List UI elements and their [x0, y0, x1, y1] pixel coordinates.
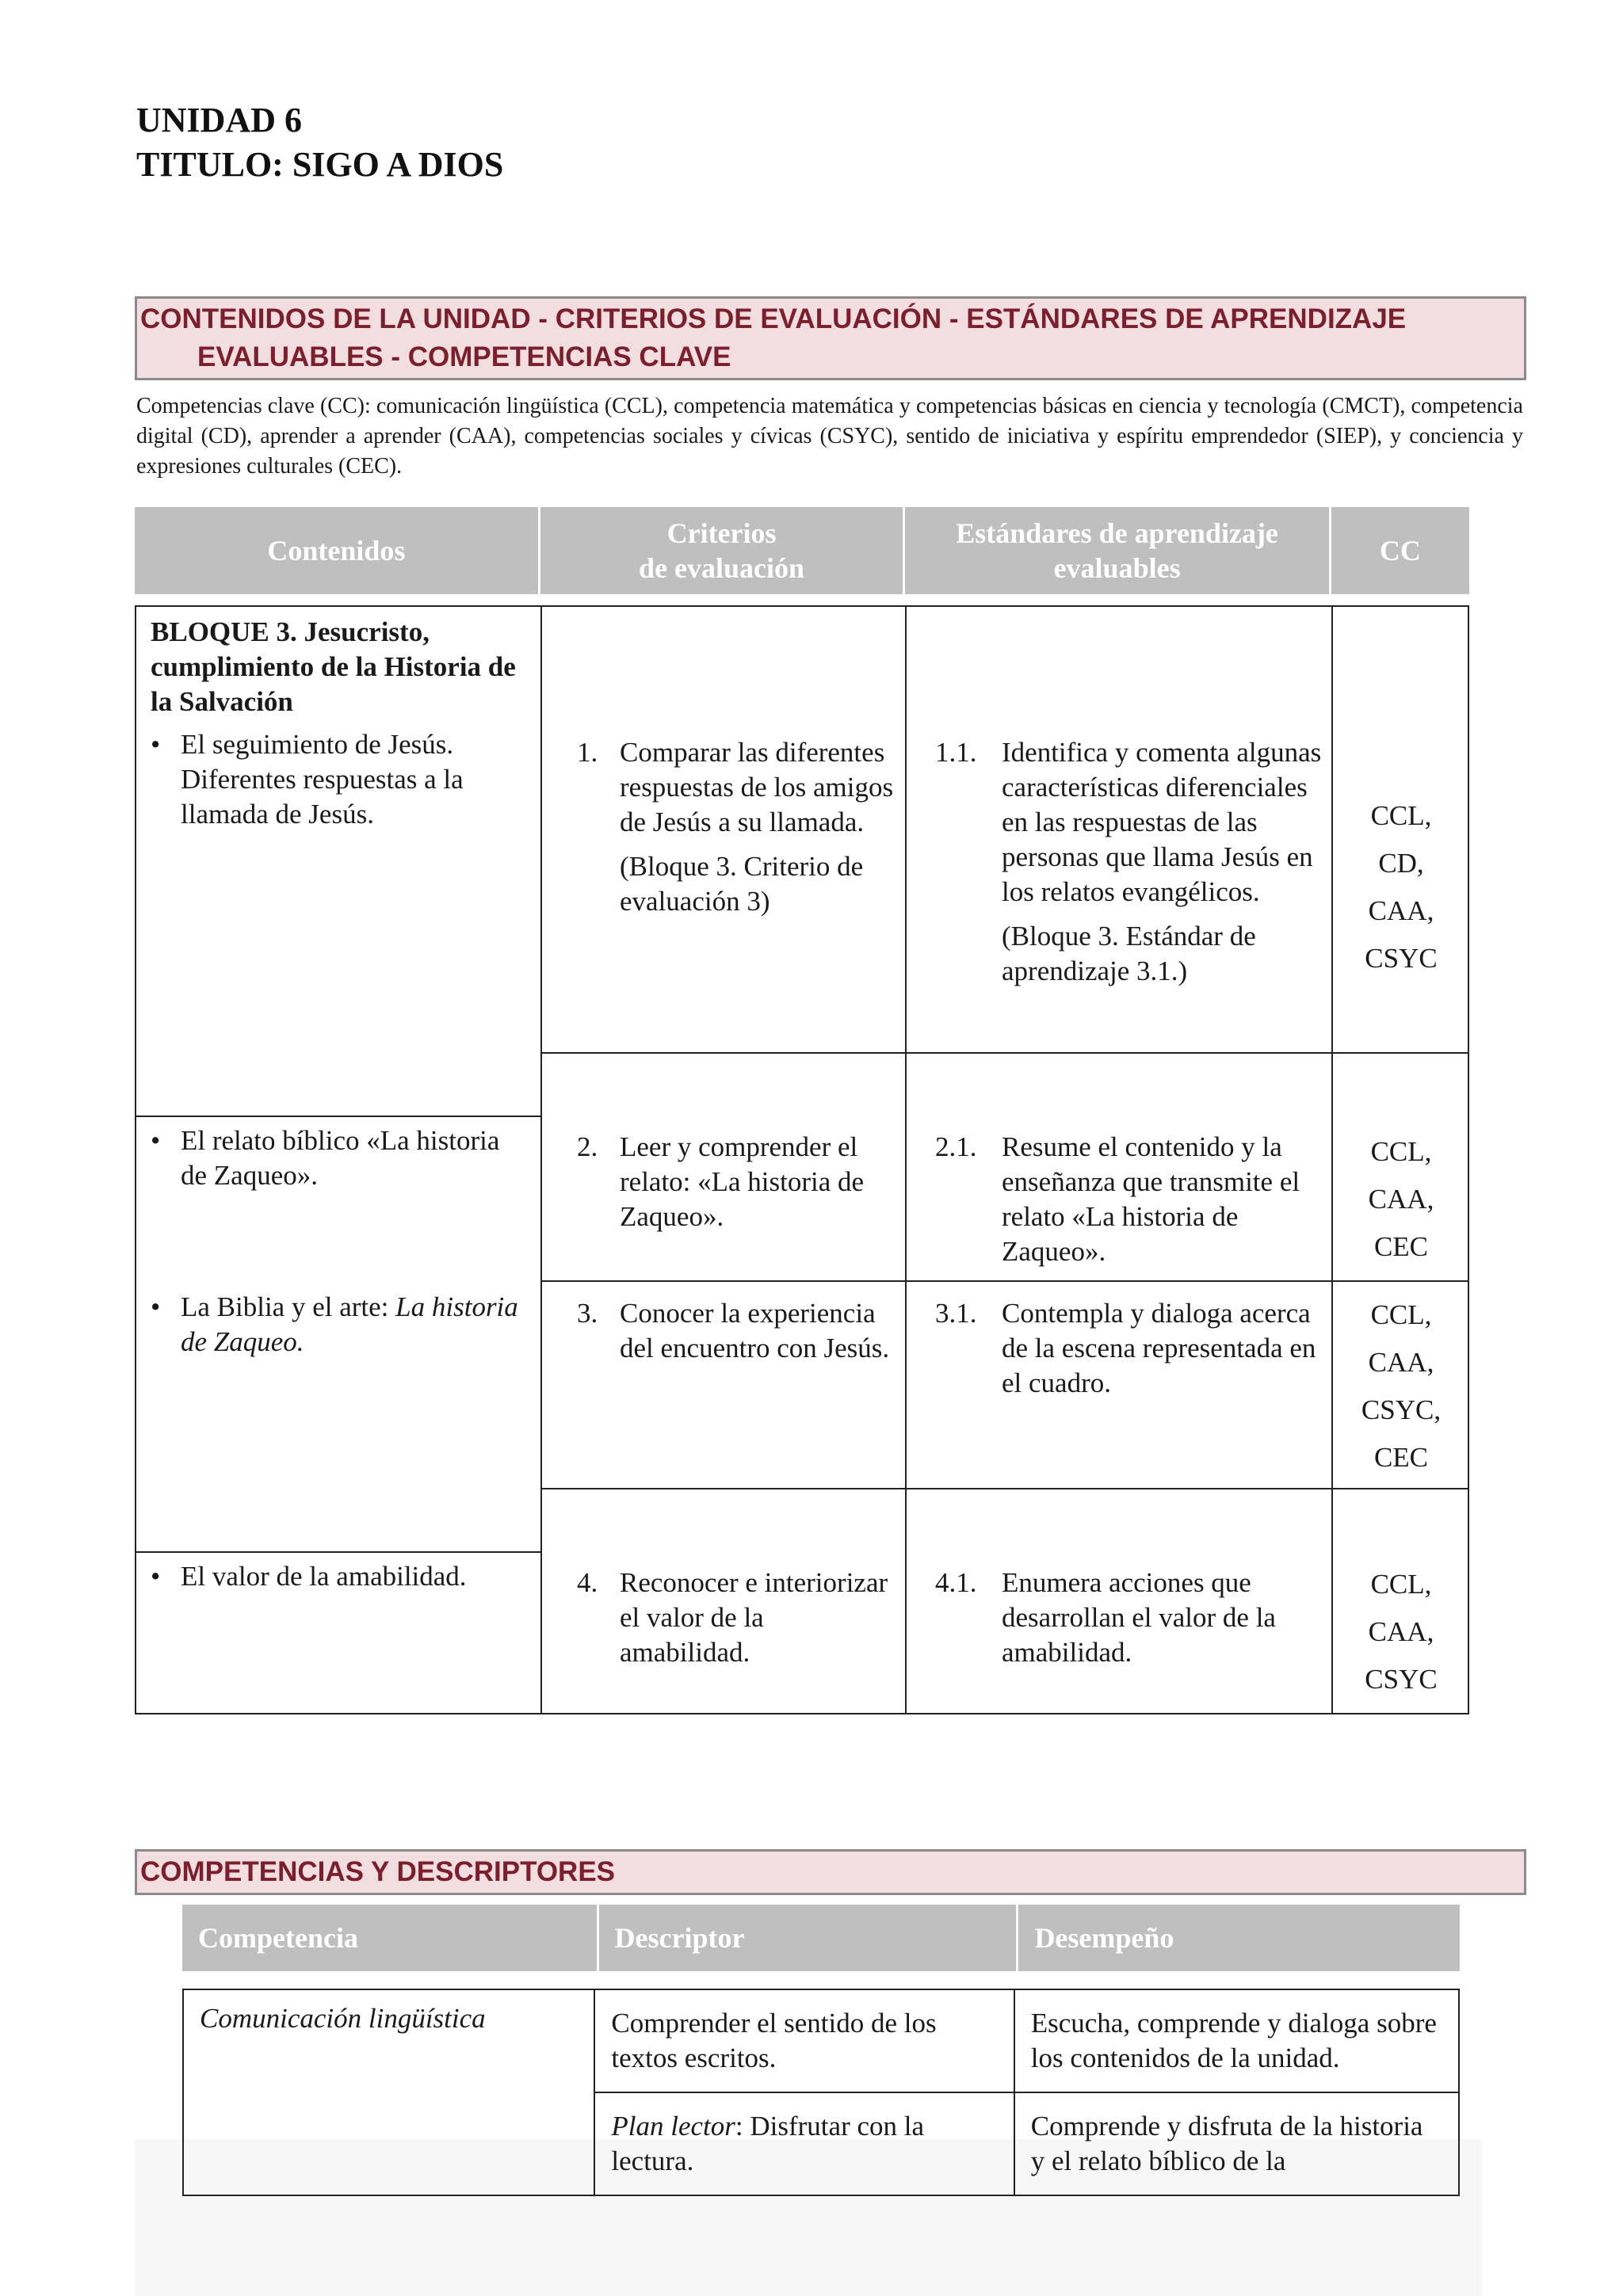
criterio-number: 2. — [577, 1131, 598, 1162]
cc-code: CAA, — [1368, 1347, 1434, 1378]
grid-line — [135, 1551, 540, 1553]
cc-code: CSYC, — [1361, 1394, 1442, 1425]
contenido-item — [151, 727, 531, 832]
estandar-text: Identifica y comenta algunas características diferenciales en las respuestas de las personas que llama Jesús en los relatos evangélicos. — [1002, 737, 1322, 907]
cc-code: CCL, — [1370, 800, 1432, 831]
cc-code: CEC — [1373, 1442, 1429, 1473]
unit-number: UNIDAD 6 — [136, 101, 302, 139]
banner-line-2: EVALUABLES - COMPETENCIAS CLAVE — [197, 341, 731, 372]
estandar-text: Resume el contenido y la enseñanza que transmite el relato «La historia de Zaqueo». — [1002, 1131, 1300, 1267]
grid-line — [540, 1052, 1469, 1054]
grid-line — [135, 1116, 540, 1117]
col-estandares-line1: Estándares de aprendizaje — [956, 517, 1278, 549]
col-cc: CC — [1330, 507, 1469, 594]
cc-code: CCL, — [1370, 1569, 1432, 1600]
estandar-ref: (Bloque 3. Estándar de aprendizaje 3.1.) — [1002, 921, 1256, 986]
competencias-intro: Competencias clave (CC): comunicación lingüística (CCL), competencia matemática y competencias básicas en ciencia y tecnología (CMCT), competencia digital (CD), aprender a aprender (CAA), competencias sociales y cívicas (CSYC), sentido de iniciativa y espíritu emprendedor (SIEP), y conciencia y expresiones culturales (CEC). — [136, 394, 1523, 479]
criterio-2 — [577, 1130, 894, 1234]
competencias-table-body — [182, 1989, 1460, 2196]
contenido-item — [151, 1123, 531, 1193]
descriptor-cell: Comprender el sentido de los textos escritos. — [594, 1989, 1014, 2092]
contenido-item — [151, 1290, 531, 1360]
criterio-4 — [577, 1566, 894, 1670]
cc-cell-4 — [1333, 1561, 1469, 1703]
criterio-text: Conocer la experiencia del encuentro con Jesús. — [620, 1298, 890, 1363]
cc-code: CCL, — [1370, 1136, 1432, 1167]
competencias-table-header — [182, 1905, 1460, 1971]
col-descriptor: Descriptor — [598, 1905, 1018, 1971]
criterio-text: Reconocer e interiorizar el valor de la amabilidad. — [620, 1567, 888, 1668]
cc-cell-2 — [1333, 1128, 1469, 1271]
estandar-number: 3.1. — [935, 1298, 977, 1329]
cc-code: CAA, — [1368, 895, 1434, 926]
descriptor-text: : Disfrutar con la lectura. — [611, 2111, 925, 2176]
estandar-number: 2.1. — [935, 1131, 977, 1162]
cc-code: CEC — [1373, 1231, 1429, 1262]
estandar-3-1 — [935, 1296, 1323, 1401]
bullet: • — [151, 1291, 161, 1322]
bullet: • — [151, 1561, 161, 1592]
banner-text: COMPETENCIAS Y DESCRIPTORES — [140, 1856, 616, 1887]
col-criterios-line2: de evaluación — [639, 552, 805, 584]
cc-code: CSYC — [1365, 943, 1438, 974]
cc-code: CCL, — [1370, 1299, 1432, 1330]
cc-cell-3 — [1333, 1291, 1469, 1482]
bullet: • — [151, 729, 161, 760]
descriptor-cell — [594, 2092, 1014, 2195]
desempeno-cell: Comprende y disfruta de la historia y el relato bíblico de la — [1014, 2092, 1459, 2195]
competencia-name: Comunicación lingüística — [200, 2003, 486, 2034]
cc-code: CSYC — [1365, 1664, 1438, 1695]
cc-cell-1 — [1333, 792, 1469, 982]
grid-line — [905, 605, 907, 1714]
estandar-text: Enumera acciones que desarrollan el valor de la amabilidad. — [1002, 1567, 1276, 1668]
contenido-text: El relato bíblico «La historia de Zaqueo». — [181, 1125, 500, 1191]
estandar-4-1 — [935, 1566, 1323, 1670]
estandar-2-1 — [935, 1130, 1323, 1269]
criterio-number: 3. — [577, 1298, 598, 1329]
criterio-1 — [577, 735, 894, 919]
col-desempeno: Desempeño — [1018, 1905, 1460, 1971]
unit-title: TITULO: SIGO A DIOS — [136, 145, 504, 184]
contenido-item — [151, 1559, 531, 1594]
estandar-text: Contempla y dialoga acerca de la escena representada en el cuadro. — [1002, 1298, 1316, 1398]
estandar-number: 1.1. — [935, 737, 977, 768]
col-criterios-line1: Criterios — [666, 517, 777, 549]
col-competencia: Competencia — [182, 1905, 598, 1971]
descriptor-italic: Plan lector — [611, 2111, 735, 2142]
contenido-text — [181, 1290, 531, 1360]
criterio-text: Leer y comprender el relato: «La historia de Zaqueo». — [620, 1131, 865, 1232]
criterio-number: 1. — [577, 737, 598, 768]
estandar-number: 4.1. — [935, 1567, 977, 1598]
contenido-text-italic: La historia de Zaqueo. — [181, 1291, 518, 1357]
grid-line — [540, 1280, 1469, 1282]
bloque-title: BLOQUE 3. Jesucristo, cumplimiento de la Historia de la Salvación — [151, 616, 516, 717]
estandar-1-1 — [935, 735, 1323, 989]
desempeno-cell: Escucha, comprende y dialoga sobre los contenidos de la unidad. — [1014, 1989, 1459, 2092]
cc-code: CAA, — [1368, 1616, 1434, 1647]
contenidos-table-header — [135, 507, 1469, 594]
table-row — [183, 1989, 1459, 2092]
bullet: • — [151, 1125, 161, 1156]
col-estandares-line2: evaluables — [1053, 552, 1181, 584]
criterio-3 — [577, 1296, 894, 1366]
banner-line-1: CONTENIDOS DE LA UNIDAD - CRITERIOS DE EVALUACIÓN - ESTÁNDARES DE APRENDIZAJE — [140, 303, 1407, 334]
contenido-text: El seguimiento de Jesús. Diferentes respuestas a la llamada de Jesús. — [181, 729, 464, 830]
section-banner-competencias — [135, 1849, 1526, 1895]
criterio-ref: (Bloque 3. Criterio de evaluación 3) — [620, 851, 864, 917]
grid-line — [540, 605, 542, 1714]
contenido-text-plain: La Biblia y el arte: — [181, 1291, 396, 1322]
col-criterios — [539, 507, 903, 594]
competencia-cell — [183, 1989, 594, 2195]
unit-heading — [136, 98, 503, 187]
col-estandares — [904, 507, 1331, 594]
section-banner-contenidos — [135, 296, 1526, 380]
grid-line — [540, 1488, 1469, 1489]
col-contenidos: Contenidos — [135, 507, 539, 594]
cc-code: CD, — [1378, 848, 1424, 879]
criterio-text: Comparar las diferentes respuestas de los amigos de Jesús a su llamada. — [620, 737, 894, 837]
cc-code: CAA, — [1368, 1184, 1434, 1215]
contenido-text: El valor de la amabilidad. — [181, 1561, 467, 1592]
criterio-number: 4. — [577, 1567, 598, 1598]
